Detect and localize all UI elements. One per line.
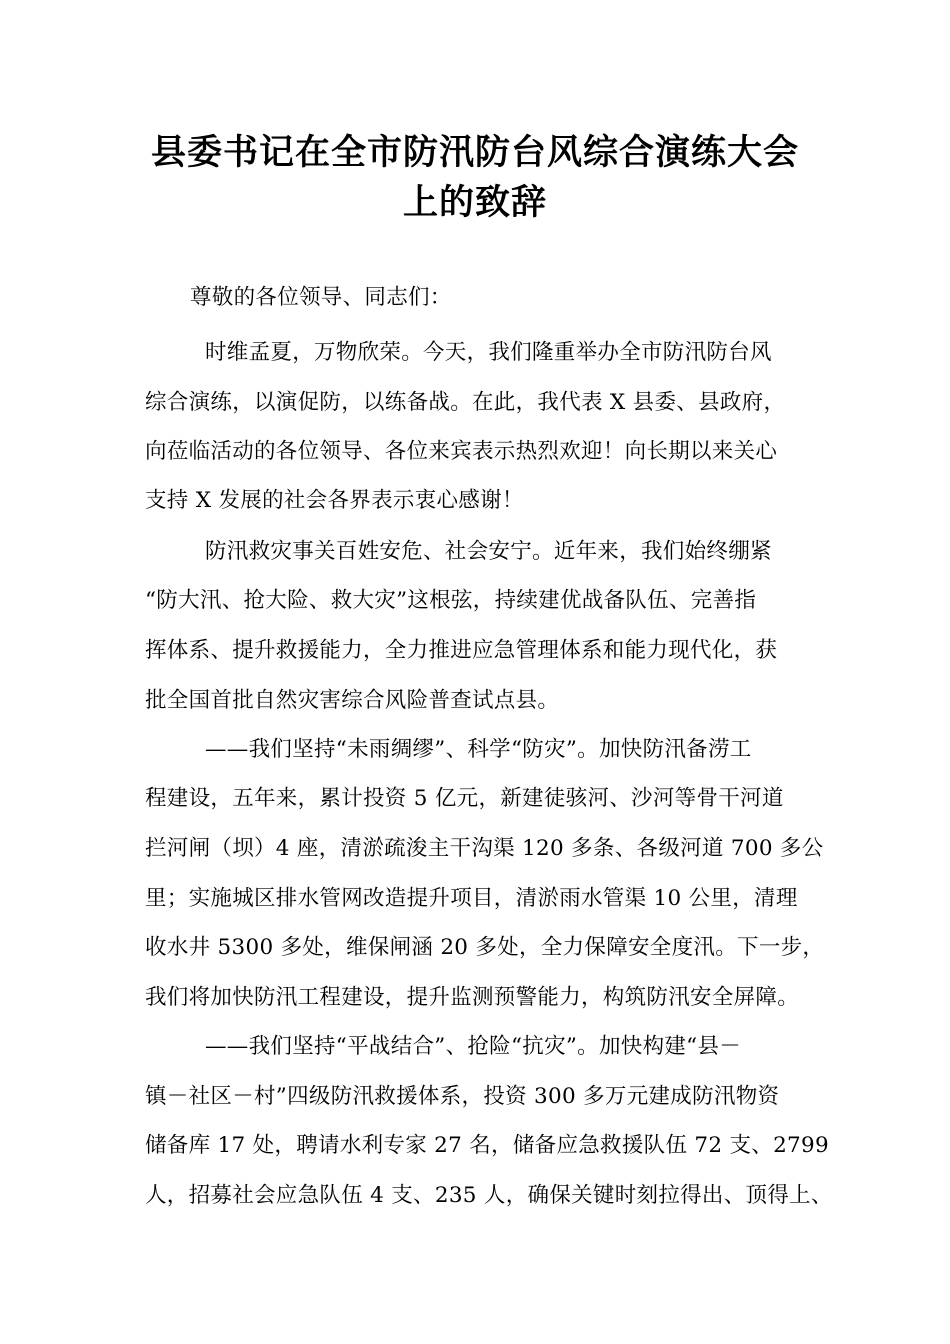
document-title bbox=[120, 128, 830, 228]
salutation-line: 尊敬的各位领导、同志们： bbox=[190, 285, 452, 310]
paragraph-2-line-3: 挥体系、提升救援能力，全力推进应急管理体系和能力现代化，获 bbox=[145, 638, 778, 663]
paragraph-1-line-1: 时维孟夏，万物欣荣。今天，我们隆重举办全市防汛防台风 bbox=[205, 340, 772, 365]
paragraph-2-line-2: “防大汛、抢大险、救大灾”这根弦，持续建优战备队伍、完善指 bbox=[145, 588, 757, 613]
paragraph-2-line-1: 防汛救灾事关百姓安危、社会安宁。近年来，我们始终绷紧 bbox=[205, 539, 772, 564]
paragraph-1-line-2: 综合演练，以演促防，以练备战。在此，我代表 X 县委、县政府， bbox=[145, 390, 786, 415]
title-line-2: 上的致辞 bbox=[402, 183, 547, 223]
paragraph-3-line-4: 里；实施城区排水管网改造提升项目，清淤雨水管渠 10 公里，清理 bbox=[145, 886, 798, 911]
paragraph-2-line-4: 批全国首批自然灾害综合风险普查试点县。 bbox=[145, 688, 560, 713]
paragraph-4-line-1: ——我们坚持“平战结合”、抢险“抗灾”。加快构建“县－ bbox=[205, 1034, 742, 1059]
title-line-1: 县委书记在全市防汛防台风综合演练大会 bbox=[150, 133, 799, 173]
paragraph-3-line-5: 收水井 5300 多处，维保闸涵 20 多处，全力保障安全度汛。下一步， bbox=[145, 935, 825, 960]
paragraph-4-line-3: 储备库 17 处，聘请水利专家 27 名，储备应急救援队伍 72 支、2799 bbox=[145, 1133, 829, 1158]
paragraph-3-line-6: 我们将加快防汛工程建设，提升监测预警能力，构筑防汛安全屏障。 bbox=[145, 985, 800, 1010]
paragraph-3-line-1: ——我们坚持“未雨绸缪”、科学“防灾”。加快防汛备涝工 bbox=[205, 737, 752, 762]
paragraph-1-line-4: 支持 X 发展的社会各界表示衷心感谢！ bbox=[145, 488, 524, 513]
paragraph-4-line-4: 人，招募社会应急队伍 4 支、235 人，确保关键时刻拉得出、顶得上、 bbox=[145, 1183, 833, 1208]
paragraph-3-line-2: 程建设，五年来，累计投资 5 亿元，新建徒骇河、沙河等骨干河道 bbox=[145, 786, 784, 811]
paragraph-3-line-3: 拦河闸（坝）4 座，清淤疏浚主干沟渠 120 多条、各级河道 700 多公 bbox=[145, 836, 824, 861]
paragraph-1-line-3: 向莅临活动的各位领导、各位来宾表示热烈欢迎！向长期以来关心 bbox=[145, 439, 778, 464]
paragraph-4-line-2: 镇－社区－村”四级防汛救援体系，投资 300 多万元建成防汛物资 bbox=[145, 1084, 780, 1109]
